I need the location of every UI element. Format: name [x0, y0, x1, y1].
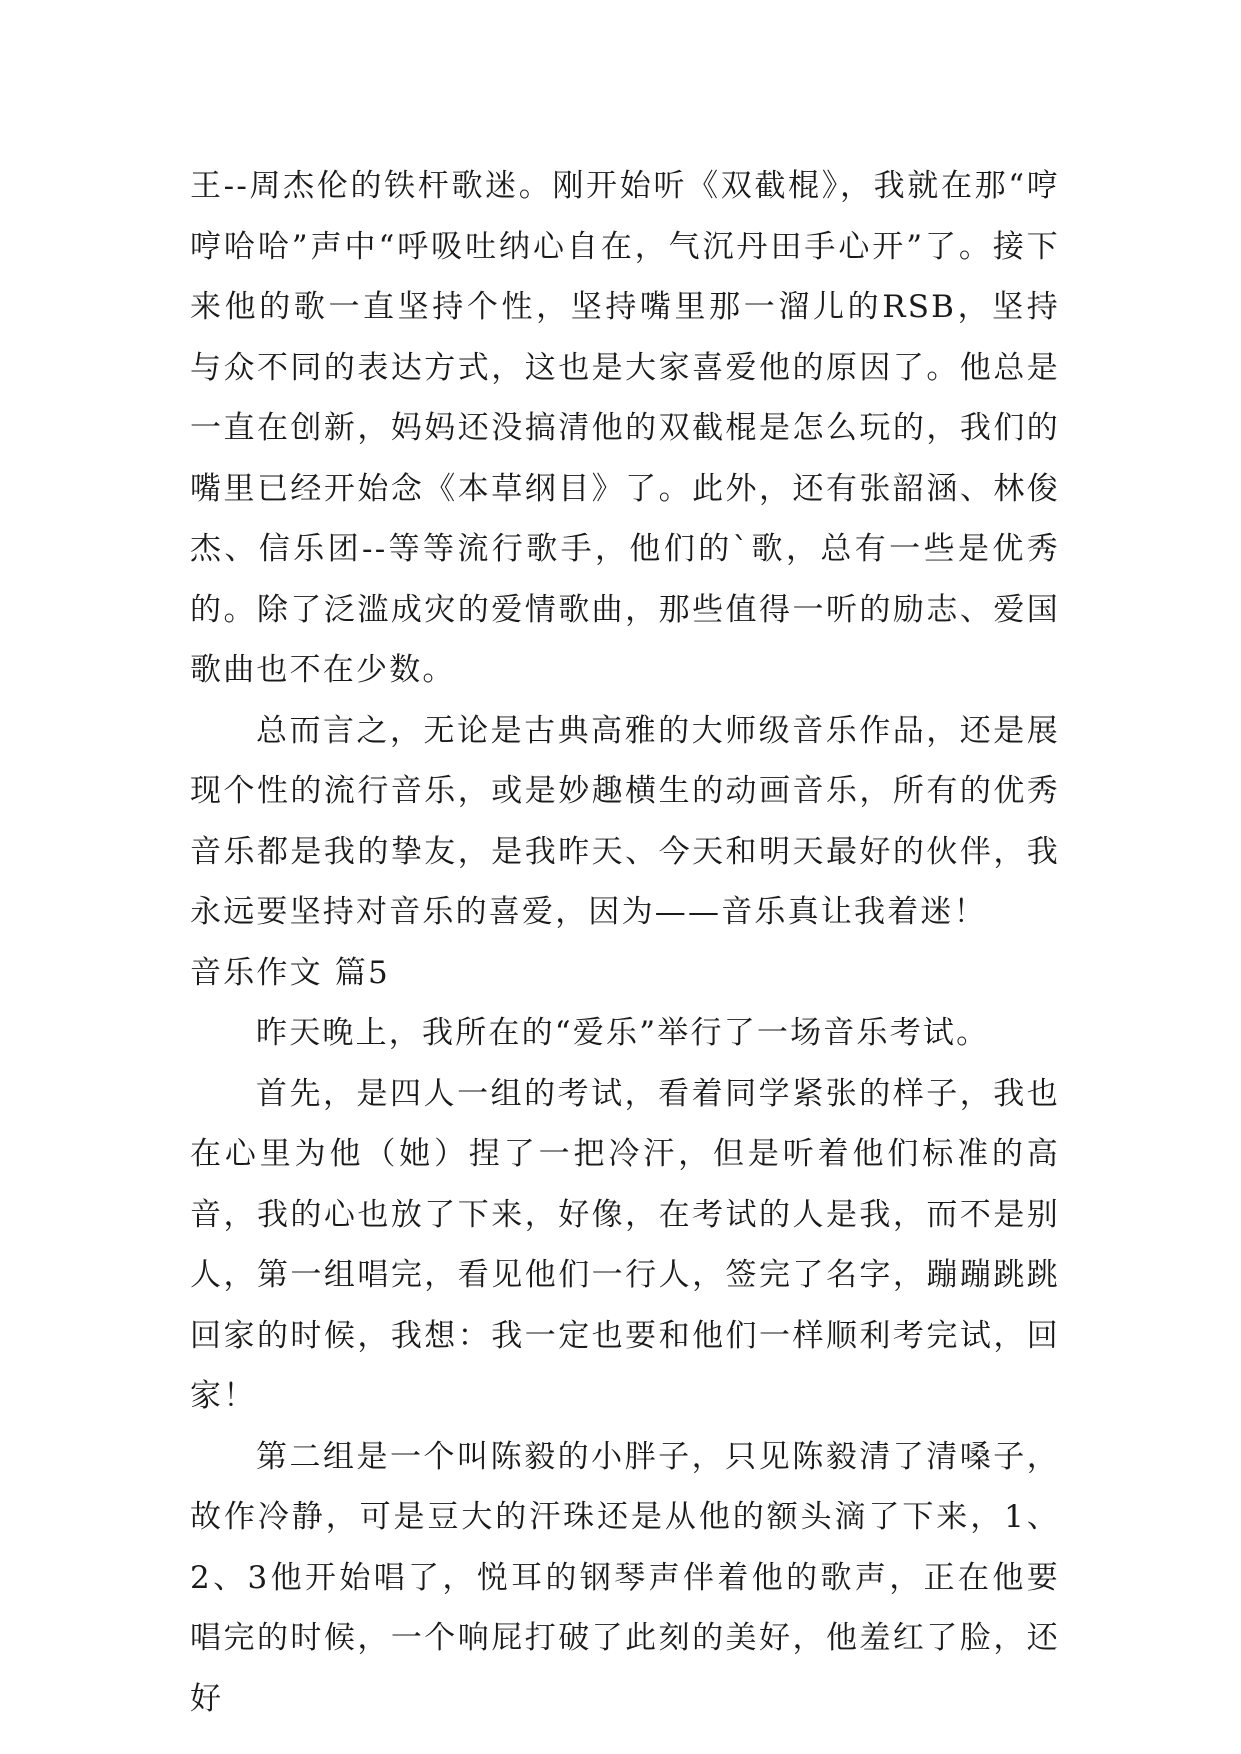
section-heading: 音乐作文 篇5	[190, 954, 390, 991]
paragraph-second-group: 第二组是一个叫陈毅的小胖子，只见陈毅清了清嗓子，故作冷静，可是豆大的汗珠还是从他的额头滴了下来，1、2、3他开始唱了，悦耳的钢琴声伴着他的歌声，正在他要唱完的时候，一个响屁打破了此刻的美好，他羞红了脸，还好	[190, 1438, 1060, 1717]
paragraph-continued: 王--周杰伦的铁杆歌迷。刚开始听《双截棍》，我就在那“哼哼哈哈”声中“呼吸吐纳心自在，气沉丹田手心开”了。接下来他的歌一直坚持个性，坚持嘴里那一溜儿的RSB，坚持与众不同的表达方式，这也是大家喜爱他的原因了。他总是一直在创新，妈妈还没搞清他的双截棍是怎么玩的，我们的嘴里已经开始念《本草纲目》了。此外，还有张韶涵、林俊杰、信乐团--等等流行歌手，他们的`歌，总有一些是优秀的。除了泛滥成灾的爱情歌曲，那些值得一听的励志、爱国歌曲也不在少数。	[190, 168, 1060, 688]
paragraph-first-group: 首先，是四人一组的考试，看着同学紧张的样子，我也在心里为他（她）捏了一把冷汗，但是听着他们标准的高音，我的心也放了下来，好像，在考试的人是我，而不是别人，第一组唱完，看见他们一行人，签完了名字，蹦蹦跳跳回家的时候，我想：我一定也要和他们一样顺利考完试，回家！	[190, 1075, 1060, 1414]
document-body	[190, 156, 1060, 1729]
paragraph-conclusion: 总而言之，无论是古典高雅的大师级音乐作品，还是展现个性的流行音乐，或是妙趣横生的动画音乐，所有的优秀音乐都是我的挚友，是我昨天、今天和明天最好的伙伴，我永远要坚持对音乐的喜爱，因为——音乐真让我着迷！	[190, 712, 1060, 930]
paragraph-intro: 昨天晚上，我所在的“爱乐”举行了一场音乐考试。	[256, 1015, 990, 1051]
